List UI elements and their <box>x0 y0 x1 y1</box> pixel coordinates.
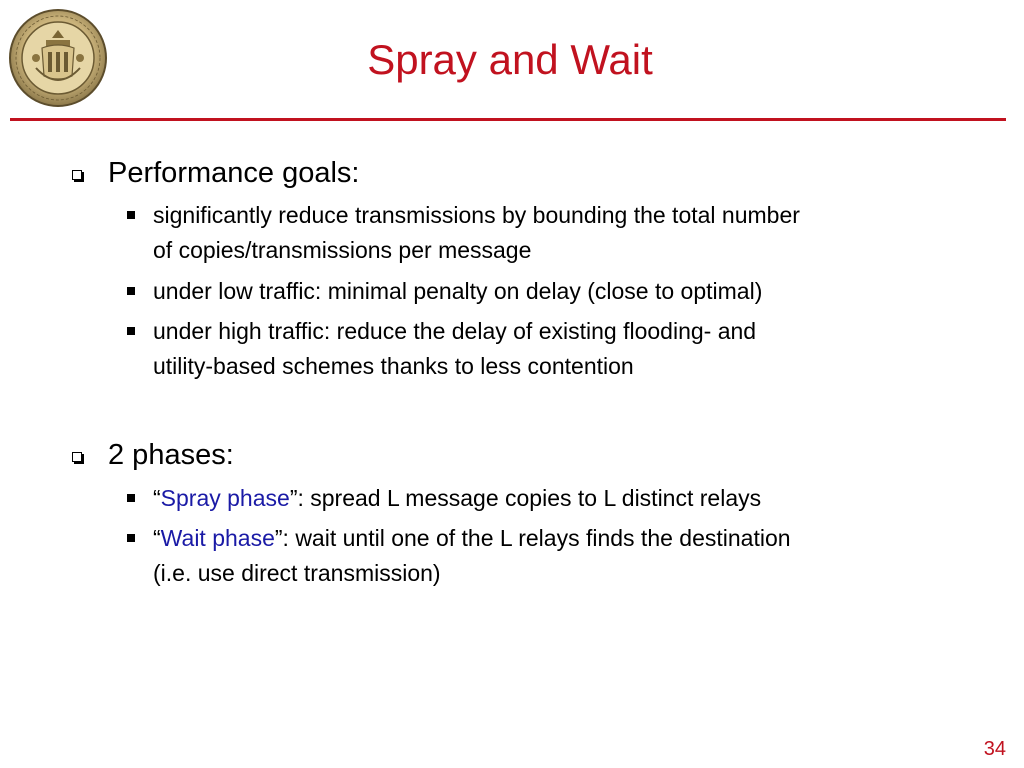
list-item-line <box>153 521 973 556</box>
item-text: ”: wait until one of the L relays finds the destination <box>274 525 791 551</box>
list-item-line: significantly reduce transmissions by bounding the total number <box>153 202 800 228</box>
square-bullet-icon <box>127 534 135 542</box>
square-bullet-icon <box>127 287 135 295</box>
square-bullet-icon <box>127 327 135 335</box>
list-item-line: utility-based schemes thanks to less contention <box>153 353 634 379</box>
square-bullet-icon <box>127 211 135 219</box>
list-item <box>153 274 973 309</box>
hollow-square-bullet-icon <box>72 452 82 462</box>
section-heading: 2 phases: <box>108 439 234 471</box>
list-item <box>153 481 973 516</box>
list-item <box>153 521 973 591</box>
list-item-line: (i.e. use direct transmission) <box>153 560 441 586</box>
list-item-line: under low traffic: minimal penalty on delay (close to optimal) <box>153 278 763 304</box>
slide-title: Spray and Wait <box>367 36 653 83</box>
open-quote: “ <box>153 485 161 511</box>
page-number: 34 <box>983 738 1006 760</box>
square-bullet-icon <box>127 494 135 502</box>
highlight-term: Wait phase <box>160 525 275 551</box>
section-heading: Performance goals: <box>108 157 360 189</box>
open-quote: “ <box>153 525 161 551</box>
list-item-line: under high traffic: reduce the delay of existing flooding- and <box>153 318 757 344</box>
item-text: ”: spread L message copies to L distinct relays <box>289 485 762 511</box>
list-item <box>153 314 973 384</box>
list-item <box>153 198 973 268</box>
highlight-term: Spray phase <box>160 485 290 511</box>
hollow-square-bullet-icon <box>72 170 82 180</box>
list-item-line <box>153 481 973 516</box>
list-item-line: of copies/transmissions per message <box>153 237 532 263</box>
